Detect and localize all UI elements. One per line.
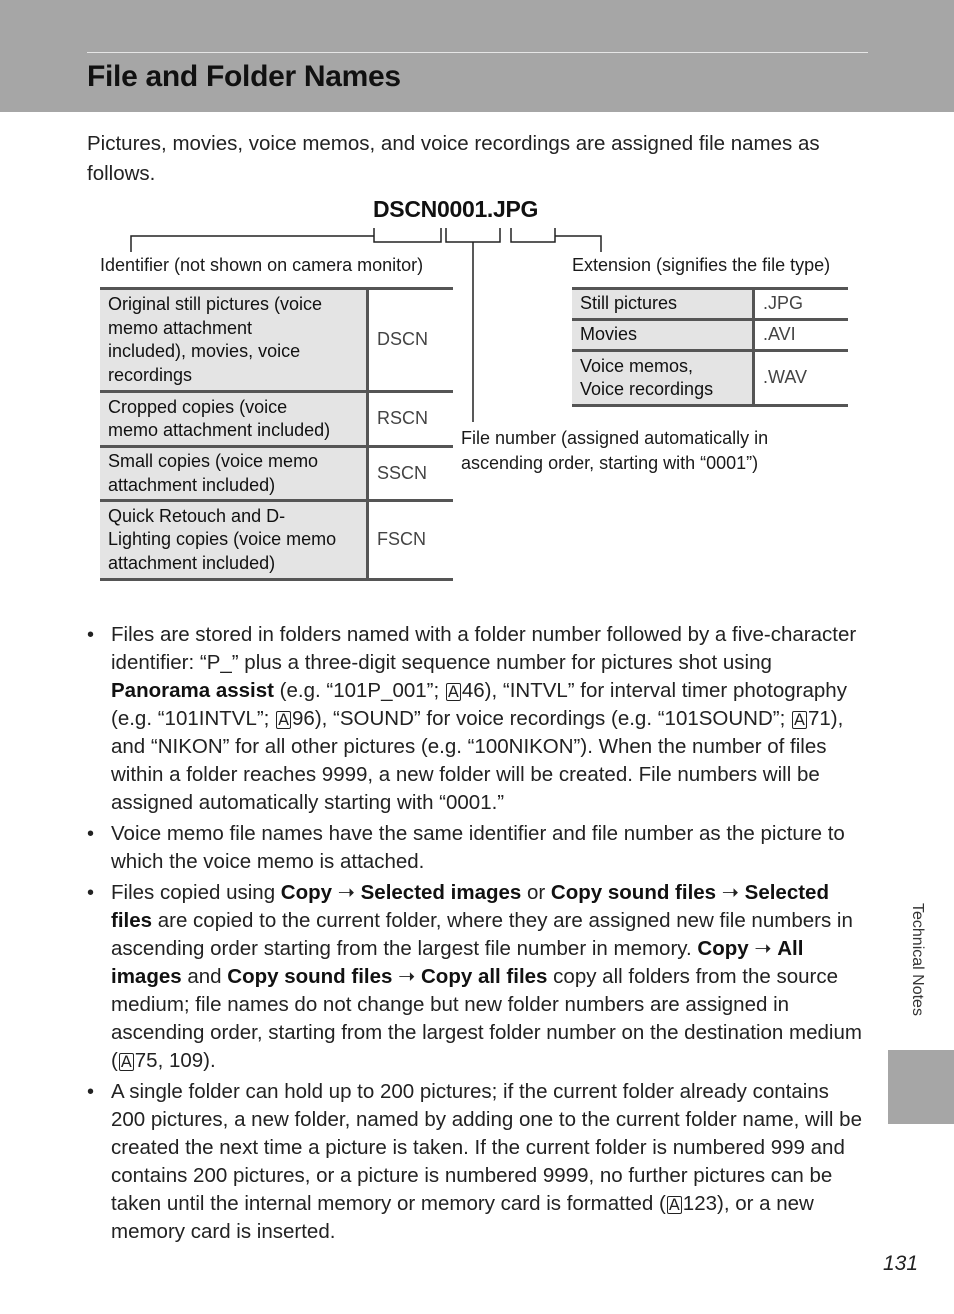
identifier-code: FSCN [368, 501, 454, 580]
list-item [87, 879, 865, 1075]
identifier-desc: Quick Retouch and D- Lighting copies (voice memo attachment included) [100, 501, 368, 580]
identifier-desc: Cropped copies (voice memo attachment included) [100, 392, 368, 447]
identifier-bracket [131, 228, 441, 252]
list-item-text: Voice memo file names have the same identifier and file number as the picture to which the voice memo is attached. [111, 822, 845, 873]
file-number-label-line1: File number (assigned automatically in [461, 428, 769, 448]
bullet-dot: • [87, 882, 95, 904]
table-row [100, 501, 453, 580]
page-number: 131 [883, 1252, 919, 1275]
list-item [87, 820, 865, 876]
side-tab-label: Technical Notes [909, 903, 926, 1016]
list-item-text: Files copied using Copy ➝ Selected images or Copy sound files ➝ Selected files are copied to the current folder, where they are assigned new file numbers in ascending order starting from the largest file number in memory. Copy ➝ All images and Copy sound files ➝ Copy all files copy all folders from the source medium; file names do not change but new folder numbers are assigned in ascending order, starting from the largest folder number on the destination medium ( A 75, 109). [111, 881, 862, 1072]
extension-code: .WAV [754, 351, 849, 406]
list-item-text: A single folder can hold up to 200 pictures; if the current folder already contains 200 pictures, a new folder, named by adding one to the current folder name, will be created the next time a picture is taken. If the current folder is numbered 999 and contains 200 pictures, or a picture is numbered 9999, no further pictures can be taken until the internal memory or memory card is formatted ( A 123), or a new memory card is inserted. [111, 1080, 862, 1243]
file-number-label-line2: ascending order, starting with “0001”) [461, 453, 759, 473]
extension-desc: Still pictures [572, 289, 754, 320]
example-filename: DSCN0001.JPG [373, 196, 539, 222]
side-tab [888, 1050, 954, 1124]
identifier-desc: Original still pictures (voice memo attachment included), movies, voice recordings [100, 289, 368, 392]
table-row [100, 447, 453, 501]
extension-code: .AVI [754, 320, 849, 351]
extension-desc: Voice memos, Voice recordings [572, 351, 754, 406]
notes-list [87, 621, 865, 1249]
table-row [572, 320, 848, 351]
list-item-text: Files are stored in folders named with a folder number followed by a five-character identifier: “P_” plus a three-digit sequence number for pictures shot using Panorama assist (e.g. “101P_001”; A 46), “INTVL” for interval timer photography (e.g. “101INTVL”; A 96), “SOUND” for voice recordings (e.g. “101SOUND”; A 71), and “NIKON” for all other pictures (e.g. “100NIKON”). When the number of files within a folder reaches 9999, a new folder will be created. File numbers will be assigned automatically starting with “0001.” [111, 623, 857, 814]
extension-desc: Movies [572, 320, 754, 351]
list-item [87, 1078, 865, 1246]
table-row [100, 289, 453, 392]
table-row [572, 351, 848, 406]
list-item [87, 621, 865, 817]
table-row [572, 289, 848, 320]
bullet-dot: • [87, 624, 95, 646]
identifier-label: Identifier (not shown on camera monitor) [100, 255, 424, 275]
identifier-code: RSCN [368, 392, 454, 447]
identifier-code: SSCN [368, 447, 454, 501]
intro-paragraph: Pictures, movies, voice memos, and voice recordings are assigned file names as follows. [87, 132, 820, 185]
bullet-dot: • [87, 823, 95, 845]
extension-label: Extension (signifies the file type) [572, 255, 831, 275]
extension-bracket [511, 228, 601, 252]
extension-code: .JPG [754, 289, 849, 320]
file-number-bracket [446, 228, 500, 422]
table-row [100, 392, 453, 447]
page-title: File and Folder Names [87, 60, 401, 93]
bullet-dot: • [87, 1081, 95, 1103]
identifier-desc: Small copies (voice memo attachment included) [100, 447, 368, 501]
identifier-code: DSCN [368, 289, 454, 392]
identifier-table [100, 287, 453, 581]
extension-table [572, 287, 848, 407]
